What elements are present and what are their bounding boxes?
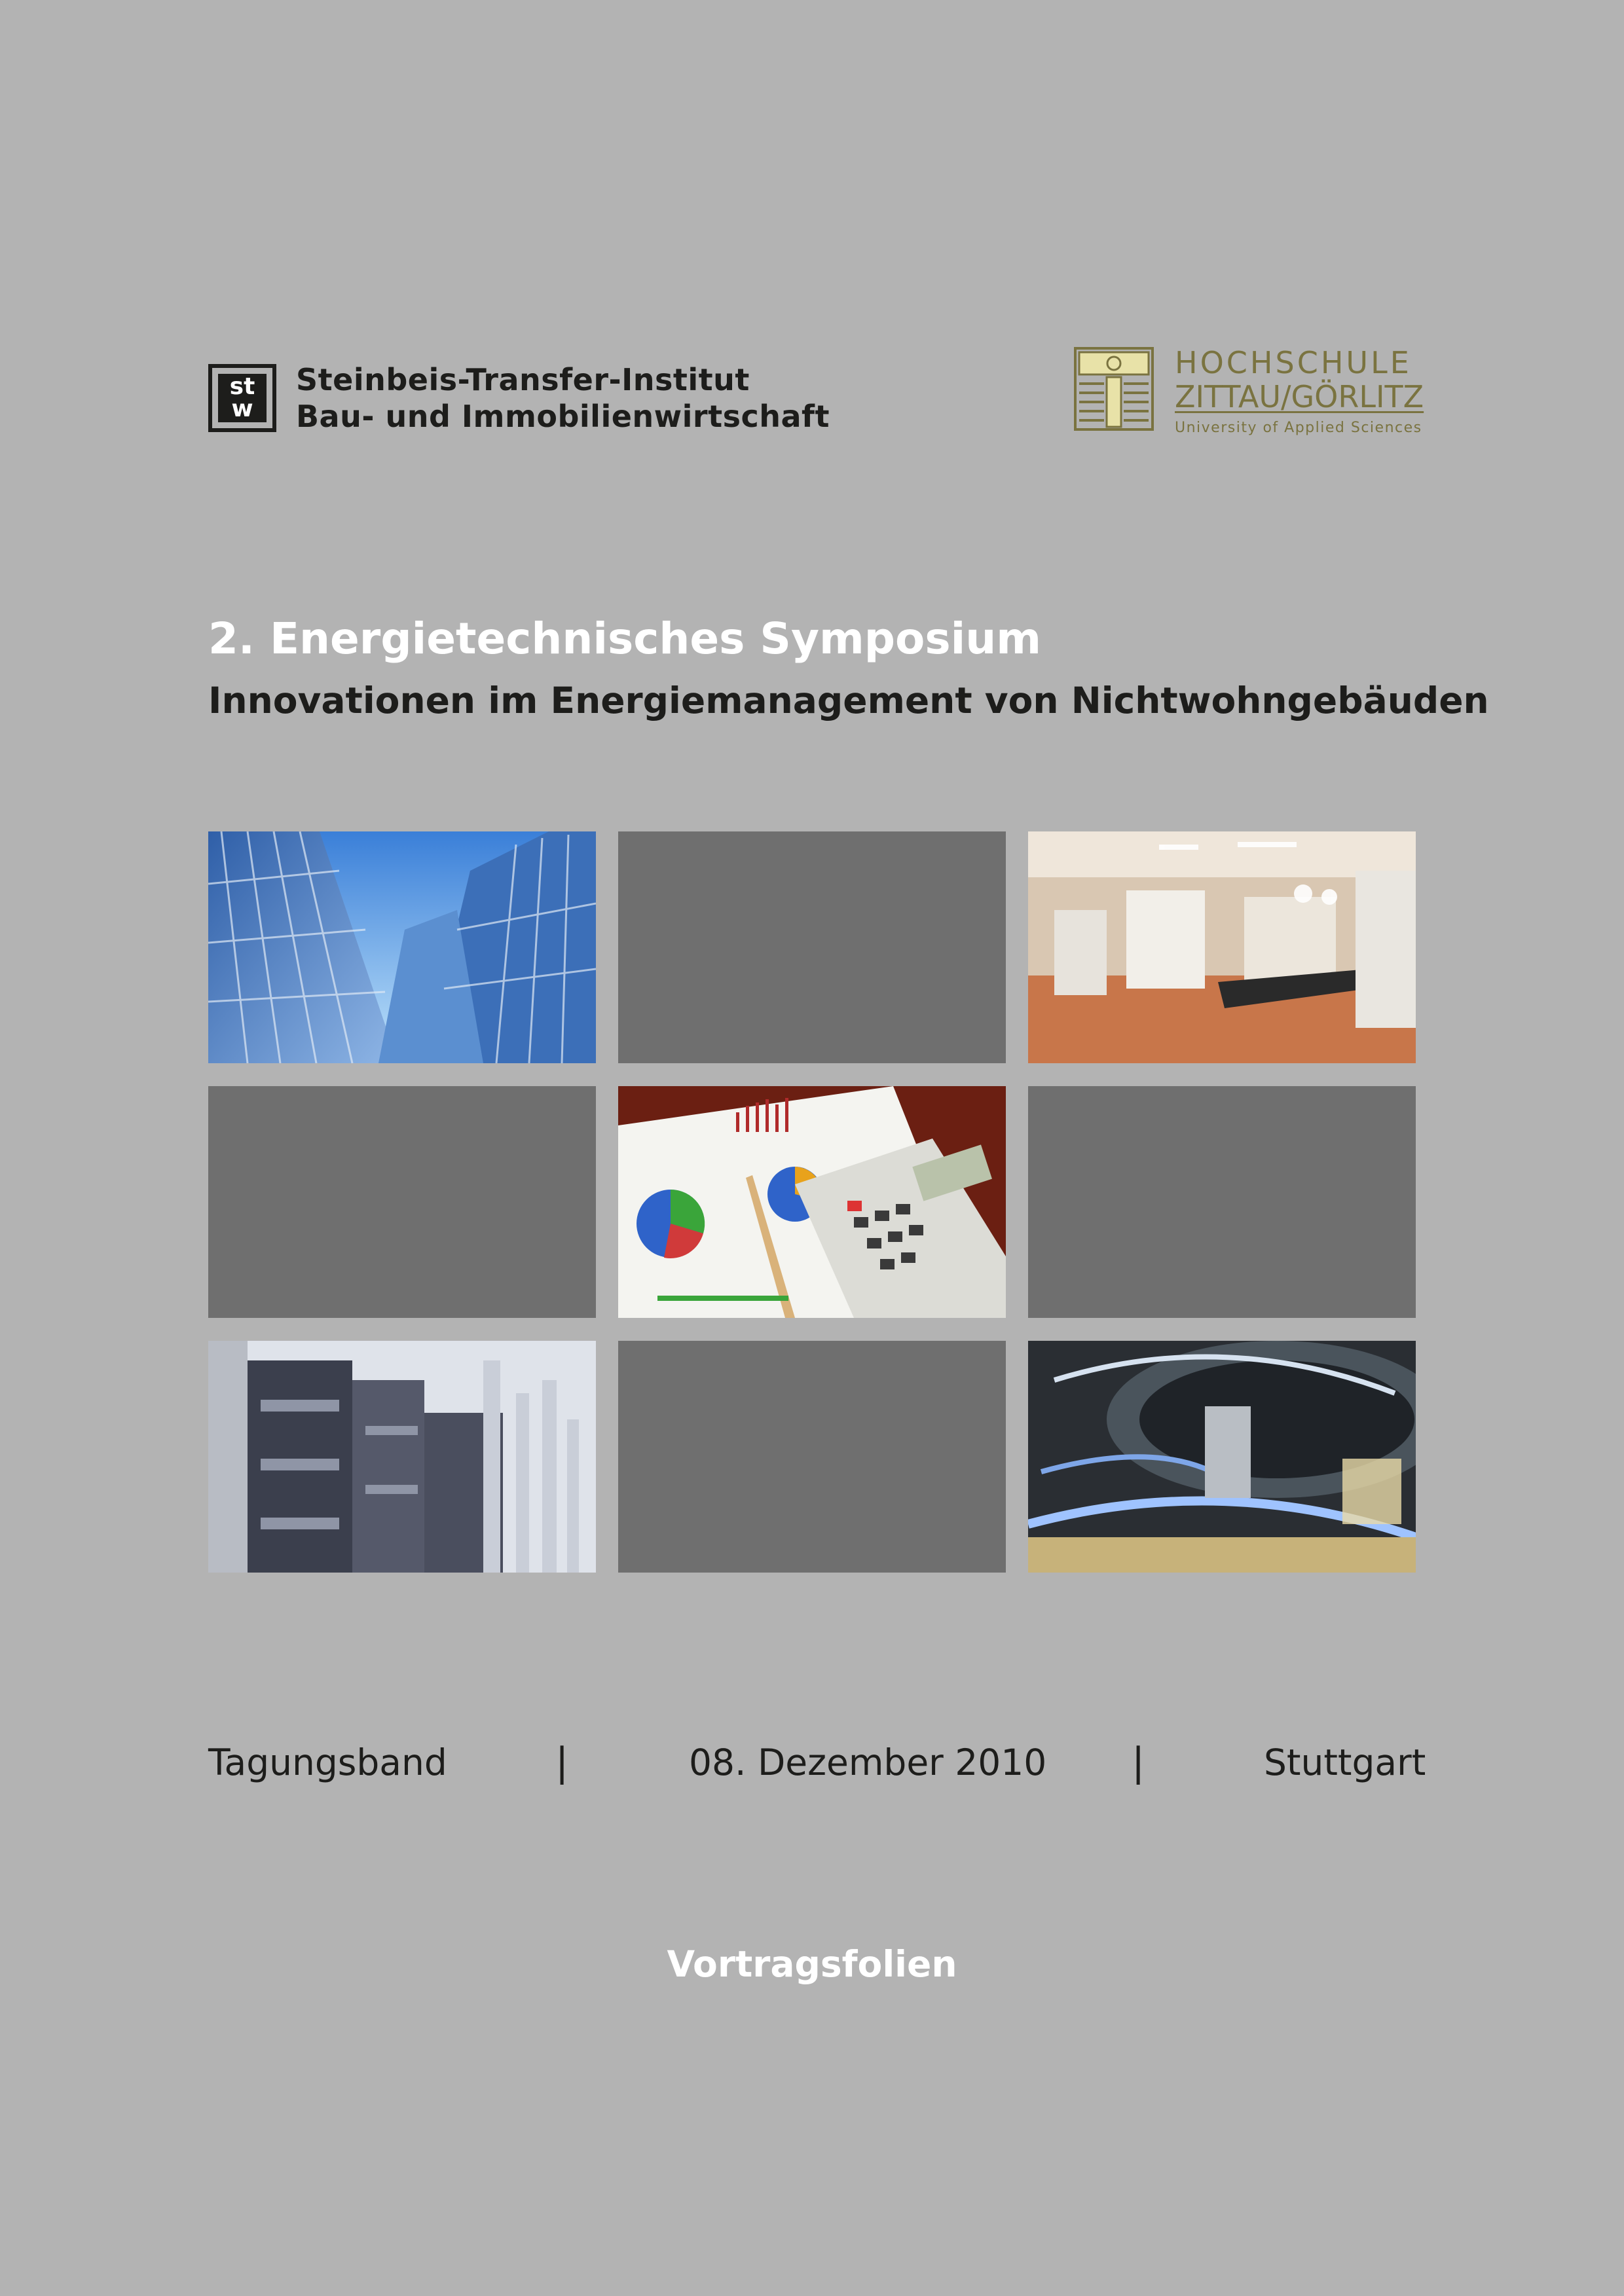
hochschule-name (1175, 346, 1424, 440)
hochschule-line2: ZITTAU/GÖRLITZ (1175, 379, 1424, 414)
placeholder-tile (208, 1086, 596, 1318)
stw-logo (208, 364, 276, 432)
footer-separator: | (1132, 1740, 1145, 1785)
footer-date: 08. Dezember 2010 (689, 1741, 1047, 1783)
stw-logo-letters-top: st (229, 373, 255, 400)
photo-atrium-interior (1028, 1341, 1416, 1573)
photo-glass-skyscrapers (208, 831, 596, 1063)
hochschule-line1: HOCHSCHULE (1175, 345, 1412, 380)
photo-operating-room (1028, 831, 1416, 1063)
footer-document-type: Tagungsband (208, 1741, 447, 1783)
placeholder-tile (618, 831, 1006, 1063)
stw-logo-letters-bottom: w (231, 395, 253, 422)
placeholder-tile (618, 1341, 1006, 1573)
stw-name-line2: Bau- und Immobilienwirtschaft (296, 399, 830, 434)
placeholder-tile (1028, 1086, 1416, 1318)
stw-logo-mark (218, 374, 267, 422)
photo-calculator-charts (618, 1086, 1006, 1318)
hochschule-emblem-icon (1074, 347, 1154, 431)
bottom-label: Vortragsfolien (667, 1943, 957, 1985)
document-subtitle: Innovationen im Energiemanagement von Nichtwohngebäuden (208, 680, 1489, 721)
footer-location: Stuttgart (1264, 1741, 1426, 1783)
document-title: 2. Energietechnisches Symposium (208, 613, 1042, 664)
stw-name-line1: Steinbeis-Transfer-Institut (296, 362, 750, 397)
footer-separator: | (555, 1740, 569, 1785)
photo-industrial-building (208, 1341, 596, 1573)
hochschule-line3: University of Applied Sciences (1175, 420, 1422, 436)
stw-institute-name (296, 361, 830, 435)
